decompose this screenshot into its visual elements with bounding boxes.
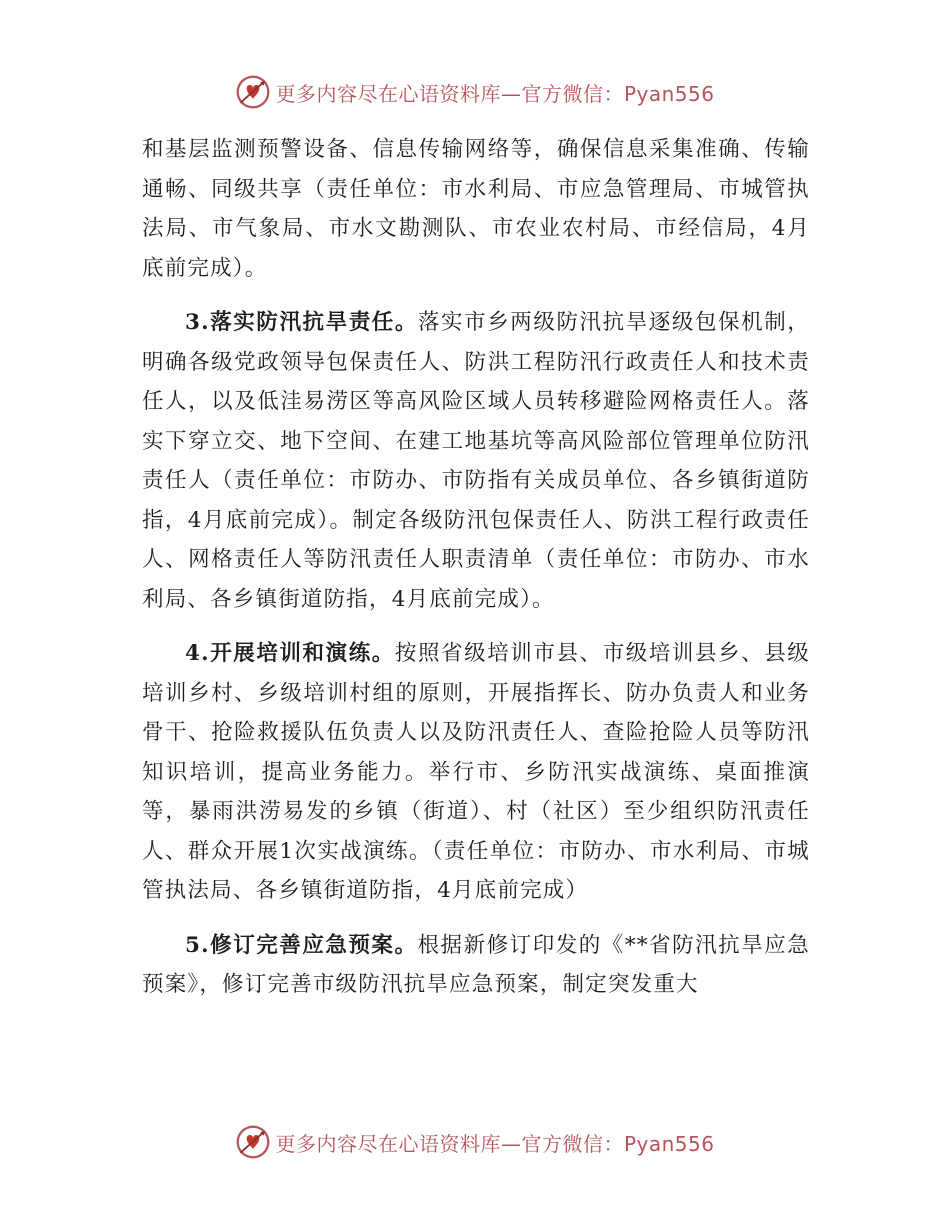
section-4 bbox=[142, 634, 810, 911]
section-5 bbox=[142, 926, 810, 1005]
section-3 bbox=[142, 303, 810, 619]
watermark-text: 更多内容尽在心语资料库—官方微信：Pyan556 bbox=[275, 81, 715, 106]
paragraph-continuation bbox=[142, 130, 810, 288]
watermark-text: 更多内容尽在心语资料库—官方微信：Pyan556 bbox=[275, 1131, 715, 1156]
paragraph-body: 和基层监测预警设备、信息传输网络等，确保信息采集准确、传输通畅、同级共享（责任单位：市水利局、市应急管理局、市城管执法局、市气象局、市水文勘测队、市农业农村局、市经信局，4月底前完成）。 bbox=[142, 137, 810, 281]
section-heading: 5.修订完善应急预案。 bbox=[185, 932, 418, 958]
section-body: 落实市乡两级防汛抗旱逐级包保机制，明确各级党政领导包保责任人、防洪工程防汛行政责任人和技术责任人，以及低洼易涝区等高风险区域人员转移避险网格责任人。落实下穿立交、地下空间、在建工地基坑等高风险部位管理单位防汛责任人（责任单位：市防办、市防指有关成员单位、各乡镇街道防指，4月底前完成）。制定各级防汛包保责任人、防洪工程行政责任人、网格责任人等防汛责任人职责清单（责任单位：市防办、市水利局、各乡镇街道防指，4月底前完成）。 bbox=[142, 310, 810, 612]
section-heading: 3.落实防汛抗旱责任。 bbox=[185, 310, 418, 335]
section-heading: 4.开展培训和演练。 bbox=[185, 641, 395, 666]
section-body: 按照省级培训市县、市级培训县乡、县级培训乡村、乡级培训村组的原则，开展指挥长、防办负责人和业务骨干、抢险救援队伍负责人以及防汛责任人、查险抢险人员等防汛知识培训，提高业务能力。举行市、乡防汛实战演练、桌面推演等，暴雨洪涝易发的乡镇（街道）、村（社区）至少组织防汛责任人、群众开展1次实战演练。（责任单位：市防办、市水利局、市城管执法局、各乡镇街道防指，4月底前完成） bbox=[142, 641, 810, 903]
heart-arrow-logo-icon bbox=[235, 74, 271, 110]
document-body bbox=[142, 130, 810, 1005]
watermark-banner-bottom bbox=[0, 1120, 950, 1164]
watermark-banner-top bbox=[0, 70, 950, 114]
section-body: 根据新修订印发的《**省防汛抗旱应急预案》，修订完善市级防汛抗旱应急预案，制定突发重大 bbox=[142, 932, 810, 997]
heart-arrow-logo-icon bbox=[235, 1124, 271, 1160]
